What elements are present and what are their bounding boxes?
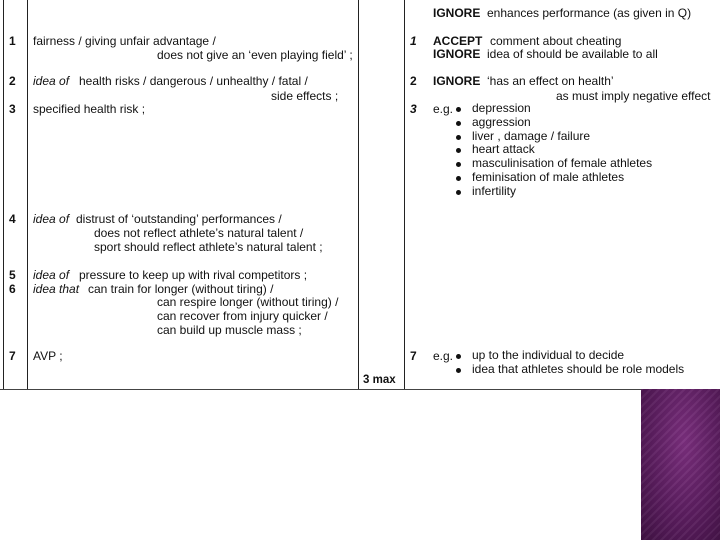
answer-text: pressure to keep up with rival competitors ; (79, 268, 308, 282)
answer-text: can recover from injury quicker / (157, 309, 328, 323)
answer-text: distrust of ‘outstanding’ performances / (76, 212, 282, 226)
decorative-purple-panel (641, 389, 720, 540)
list-item-text: heart attack (472, 142, 535, 157)
bullet-icon (456, 354, 461, 359)
guidance-number: 1 (410, 34, 417, 48)
row-number: 5 (9, 268, 16, 282)
list-item-text: liver , damage / failure (472, 128, 591, 143)
list-item-text: idea that athletes should be role models (472, 361, 685, 376)
bullet-icon (456, 121, 461, 126)
list-item-text: infertility (472, 183, 517, 198)
answer-qualifier: idea of (33, 268, 70, 282)
row-number: 6 (9, 282, 16, 296)
answer-text: can build up muscle mass ; (157, 323, 302, 337)
column-divider (27, 0, 28, 389)
list-item-text: masculinisation of female athletes (472, 156, 653, 171)
answer-text: can train for longer (without tiring) / (88, 282, 274, 296)
eg-label: e.g. (433, 102, 454, 116)
list-item-text: feminisation of male athletes (472, 169, 625, 184)
column-divider (404, 0, 405, 389)
bullet-icon (456, 176, 461, 181)
row-number: 1 (9, 34, 16, 48)
column-divider (358, 0, 359, 389)
guidance-number: 7 (410, 349, 417, 363)
marks-total: 3 max (363, 374, 396, 386)
guidance-number: 2 (410, 74, 417, 88)
guidance-text: as must imply negative effect (556, 89, 711, 103)
answer-qualifier: idea of (33, 74, 70, 88)
column-divider (3, 0, 4, 389)
list-item-text: depression (472, 101, 531, 115)
ignore-label: IGNORE (433, 47, 481, 61)
bullet-icon (456, 107, 461, 112)
guidance-text: idea of should be available to all (487, 47, 658, 61)
answer-text: can respire longer (without tiring) / (157, 295, 339, 309)
answer-text: fairness / giving unfair advantage / (33, 34, 216, 48)
answer-text: sport should reflect athlete’s natural talent ; (94, 240, 323, 254)
answer-text: does not give an ‘even playing field’ ; (157, 48, 353, 62)
answer-text: specified health risk ; (33, 102, 146, 116)
row-number: 3 (9, 102, 16, 116)
panel-texture (641, 389, 720, 540)
answer-text: health risks / dangerous / unhealthy / fatal / (79, 74, 308, 88)
answer-text: AVP ; (33, 349, 63, 363)
ignore-label: IGNORE (433, 74, 481, 88)
list-item-text: up to the individual to decide (472, 348, 625, 362)
bullet-icon (456, 162, 461, 167)
row-number: 4 (9, 212, 16, 226)
bullet-icon (456, 148, 461, 153)
row-number: 7 (9, 349, 16, 363)
row-number: 2 (9, 74, 16, 88)
answer-text: side effects ; (271, 89, 339, 103)
bullet-icon (456, 190, 461, 195)
bullet-icon (456, 368, 461, 373)
guidance-text: comment about cheating (490, 34, 622, 48)
guidance-text: ‘has an effect on health’ (487, 74, 614, 88)
ignore-text: enhances performance (as given in Q) (487, 6, 692, 20)
accept-label: ACCEPT (433, 34, 483, 48)
answer-qualifier: idea of (33, 212, 70, 226)
guidance-number: 3 (410, 102, 417, 116)
answer-text: does not reflect athlete’s natural talent / (94, 226, 304, 240)
eg-label: e.g. (433, 349, 454, 363)
list-item-text: aggression (472, 114, 531, 129)
table-bottom-border (0, 389, 720, 390)
bullet-icon (456, 135, 461, 140)
answer-qualifier: idea that (33, 282, 80, 296)
ignore-label: IGNORE (433, 6, 481, 20)
